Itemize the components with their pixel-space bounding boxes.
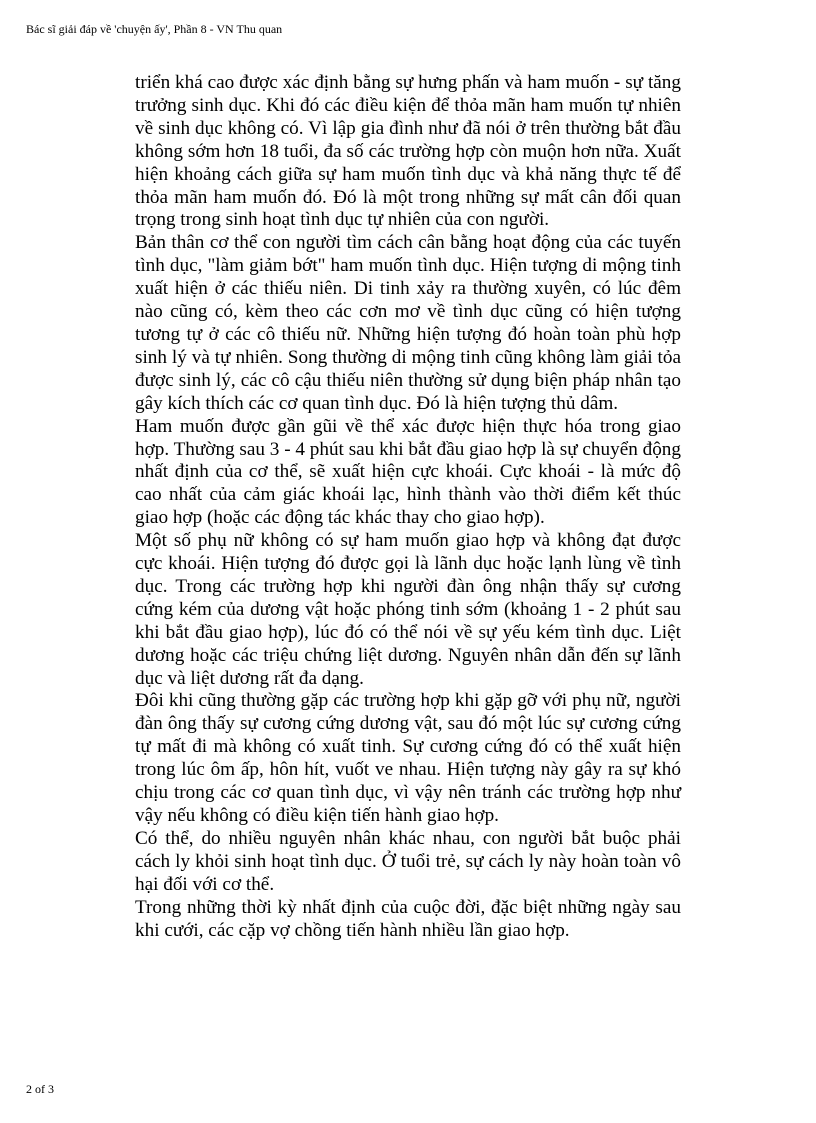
paragraph: Bản thân cơ thể con người tìm cách cân bằng hoạt động của các tuyến tình dục, "làm giảm bớt" ham muốn tình dục. Hiện tượng di mộng tinh xuất hiện ở các thiếu niên. Di tinh xảy ra thường xuyên, có lúc đêm nào cũng có, kèm theo các cơn mơ về tình dục cũng có hiện tượng tương tự ở các cô thiếu nữ. Những hiện tượng đó hoàn toàn phù hợp sinh lý và tự nhiên. Song thường di mộng tinh cũng không làm giải tỏa được sinh lý, các cô cậu thiếu niên thường sử dụng biện pháp nhân tạo gây kích thích các cơ quan tình dục. Đó là hiện tượng thủ dâm. — [135, 232, 681, 414]
paragraph: Có thể, do nhiều nguyên nhân khác nhau, con người bắt buộc phải cách ly khỏi sinh hoạt tình dục. Ở tuổi trẻ, sự cách ly này hoàn toàn vô hại đối với cơ thể. — [135, 827, 681, 895]
paragraph: triển khá cao được xác định bằng sự hưng phấn và ham muốn - sự tăng trưởng sinh dục. Khi đó các điều kiện để thỏa mãn ham muốn tự nhiên về sinh dục không có. Vì lập gia đình như đã nói ở trên thường bắt đầu không sớm hơn 18 tuổi, đa số các trường hợp còn muộn hơn nữa. Xuất hiện khoảng cách giữa sự ham muốn tình dục và khả năng thực tế để thỏa mãn ham muốn đó. Đó là một trong những sự mất cân đối quan trọng trong sinh hoạt tình dục tự nhiên của con người. — [135, 72, 681, 231]
paragraph: Trong những thời kỳ nhất định của cuộc đời, đặc biệt những ngày sau khi cưới, các cặp vợ chồng tiến hành nhiều lần giao hợp. — [135, 896, 681, 941]
page-header-title: Bác sĩ giải đáp về 'chuyện ấy', Phần 8 - VN Thu quan — [26, 22, 283, 36]
paragraph: Ham muốn được gần gũi về thể xác được hiện thực hóa trong giao hợp. Thường sau 3 - 4 phút sau khi bắt đầu giao hợp là sự chuyển động nhất định của cơ thể, sẽ xuất hiện cực khoái. Cực khoái - là mức độ cao nhất của cảm giác khoái lạc, hình thành vào thời điểm kết thúc giao hợp (hoặc các động tác khác thay cho giao hợp). — [135, 415, 681, 529]
article-body — [135, 72, 681, 942]
page-number: 2 of 3 — [26, 1082, 54, 1096]
paragraph: Đôi khi cũng thường gặp các trường hợp khi gặp gỡ với phụ nữ, người đàn ông thấy sự cương cứng dương vật, sau đó một lúc sự cương cứng tự mất đi mà không có xuất tinh. Sự cương cứng đó có thể xuất hiện trong lúc ôm ấp, hôn hít, vuốt ve nhau. Hiện tượng này gây ra sự khó chịu trong các cơ quan tình dục, vì vậy nên tránh các trường hợp như vậy nếu không có điều kiện tiến hành giao hợp. — [135, 690, 681, 826]
paragraph: Một số phụ nữ không có sự ham muốn giao hợp và không đạt được cực khoái. Hiện tượng đó được gọi là lãnh dục hoặc lạnh lùng về tình dục. Trong các trường hợp khi người đàn ông nhận thấy sự cương cứng kém của dương vật hoặc phóng tinh sớm (khoảng 1 - 2 phút sau khi bắt đầu giao hợp), lúc đó có thể nói về sự yếu kém tình dục. Liệt dương hoặc các triệu chứng liệt dương. Nguyên nhân dẫn đến sự lãnh dục và liệt dương rất đa dạng. — [135, 530, 681, 689]
